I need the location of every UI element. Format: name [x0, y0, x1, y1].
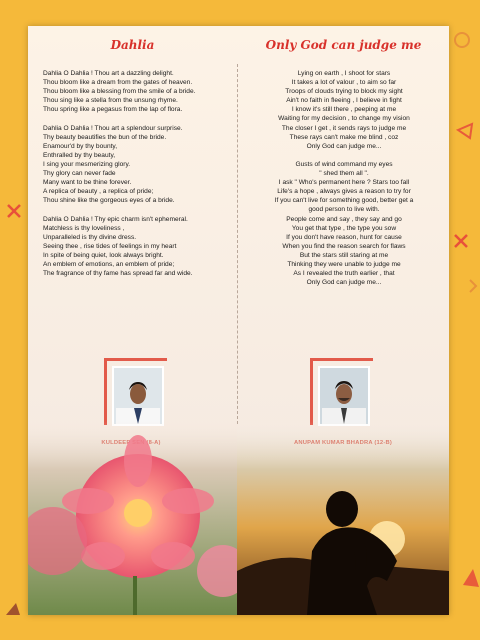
poem-line: Seeing thee , rise tides of feelings in my heart	[43, 242, 177, 250]
poem-line: " shed them all ".	[319, 170, 369, 178]
author-photo	[318, 366, 370, 426]
poem-line: Unparalleled is thy divine dress.	[43, 233, 137, 241]
poem-line: Enthralled by thy beauty,	[43, 151, 116, 159]
poem-line: good person to live with.	[308, 206, 380, 214]
poem-body	[43, 69, 233, 278]
poem-line: Thou spring like a pegasus from the lap of flora.	[43, 106, 183, 114]
poem-line: I sing your mesmerizing glory.	[43, 160, 131, 168]
poem-line: It takes a lot of valour , to aim so far	[291, 79, 397, 87]
dahlia-flower-image	[28, 421, 237, 615]
silhouette-sunset-image	[237, 421, 449, 615]
poem-line: Only God can judge me...	[306, 279, 382, 287]
poem-line: Thou sing like a stella from the unsung rhyme.	[43, 97, 178, 105]
poem-title: Only God can judge me	[265, 38, 422, 52]
poem-line: The closer I get , it sends rays to judge me	[281, 124, 407, 132]
poem-body	[246, 69, 442, 287]
poem-line: These rays can't make me blind , coz	[289, 133, 399, 141]
poem-line: Matchless is thy loveliness ,	[43, 224, 125, 232]
column-divider	[237, 64, 238, 424]
poem-line	[43, 114, 233, 123]
poem-line: Troops of clouds trying to block my sight	[285, 88, 403, 96]
poem-line: Thinking they were unable to judge me	[287, 260, 401, 268]
poem-line: As I revealed the truth earlier , that	[293, 270, 395, 278]
poem-line	[43, 205, 233, 214]
poem-line: I know it's still there , peeping at me	[291, 106, 397, 114]
poem-line: Dahlia O Dahlia ! Thou art a dazzling delight.	[43, 70, 174, 77]
poem-line: Waiting for my decision , to change my vision	[278, 115, 410, 123]
poem-line: People come and say , they say and go	[286, 215, 402, 223]
magazine-page	[28, 26, 449, 615]
poem-line: Gusts of wind command my eyes	[295, 160, 393, 168]
poem-line: Ain't no faith in fleeing , I believe in fight	[286, 97, 402, 105]
poem-line: Dahlia O Dahlia ! Thou art a splendour surprise.	[43, 124, 183, 132]
poem-line: An emblem of emotions, an emblem of pride;	[43, 260, 175, 268]
author-photo	[112, 366, 164, 426]
poem-line: Life's a hope , always gives a reason to try for	[277, 188, 411, 196]
poem-line: You get that type , the type you sow	[291, 224, 397, 232]
poem-line: In spite of being quiet, look always bright.	[43, 251, 164, 259]
poem-line: I ask " Who's permanent here ? Stars too fall	[278, 179, 410, 187]
poem-line: If you can't live for something good, better get a	[274, 197, 414, 205]
poem-line: The fragrance of thy fame has spread far and wide.	[43, 270, 193, 278]
poem-title: Dahlia	[110, 38, 155, 52]
poem-line: Only God can judge me...	[306, 142, 382, 150]
poem-line: If you don't have reason, hunt for cause	[286, 233, 402, 241]
poem-line: Thou bloom like a blessing from the smile of a bride.	[43, 88, 196, 96]
poem-line: Enamour'd by thy bounty,	[43, 142, 118, 150]
poem-line: When you find the reason search for flaws	[282, 242, 406, 250]
poem-line: Lying on earth , I shoot for stars	[297, 70, 391, 77]
poem-line: Many want to be thine forever.	[43, 179, 132, 187]
poem-line: Thou bloom like a dream from the gates of heaven.	[43, 79, 193, 87]
poem-line: A replica of beauty , a replica of pride;	[43, 188, 154, 196]
poem-line: Thou shine like the gorgeous eyes of a bride.	[43, 197, 175, 205]
poem-line: Dahlia O Dahlia ! Thy epic charm isn't ephemeral.	[43, 215, 188, 223]
poem-line: But the stars still staring at me	[299, 251, 389, 259]
poem-line	[246, 151, 442, 160]
poem-line: Thy glory can never fade	[43, 170, 116, 178]
poem-line: Thy beauty beautifies the bun of the bride.	[43, 133, 167, 141]
